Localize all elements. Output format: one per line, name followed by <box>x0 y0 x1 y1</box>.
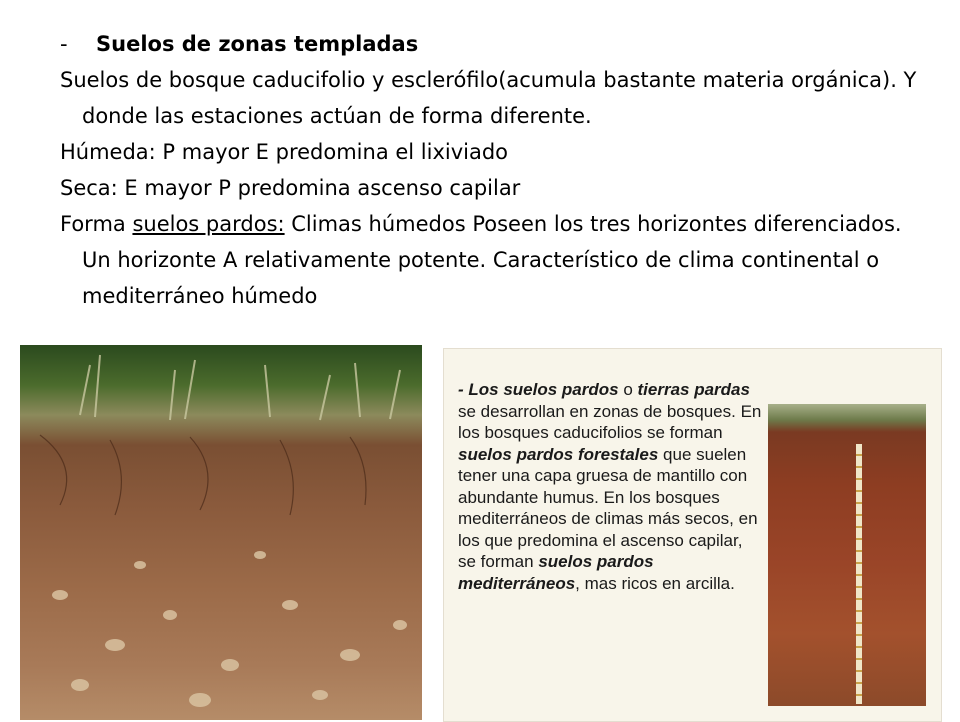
soil-outcrop-photo <box>20 345 422 720</box>
fig-t6: que suelen tener una capa gruesa de mantillo con abundante humus. En los bosques mediterráneos de climas más secos, en los que predomina el ascenso capilar, se forman <box>458 444 758 571</box>
soil-textbook-figure <box>443 348 942 722</box>
measuring-scale <box>856 444 862 704</box>
para4-lead: Forma <box>60 212 133 236</box>
bullet-dash: - <box>60 32 68 56</box>
paragraph-bosque: Suelos de bosque caducifolio y esclerófilo(acumula bastante materia orgánica). Y donde las estaciones actúan de forma diferente. <box>60 68 917 128</box>
figure-caption-text <box>458 379 763 594</box>
soil-outcrop-illustration <box>20 345 422 720</box>
fig-t2: o <box>618 380 638 399</box>
fig-t3: tierras pardas <box>637 380 750 399</box>
slide-text <box>60 26 930 314</box>
paragraph-seca: Seca: E mayor P predomina ascenso capilar <box>60 176 521 200</box>
suelos-pardos-underlined: suelos pardos: <box>132 212 285 236</box>
heading-line <box>60 26 930 62</box>
fig-t4: se desarrollan en zonas de bosques. En los bosques caducifolios se forman <box>458 401 762 442</box>
fig-t5: suelos pardos forestales <box>458 444 659 464</box>
soil-profile-photo <box>768 404 926 706</box>
fig-t1: - Los suelos pardos <box>458 380 619 399</box>
paragraph-suelos-pardos <box>60 206 930 314</box>
paragraph-humeda: Húmeda: P mayor E predomina el lixiviado <box>60 140 509 164</box>
slide-heading: Suelos de zonas templadas <box>96 32 419 56</box>
fig-t8: , mas ricos en arcilla. <box>575 573 735 593</box>
para4-rest: Climas húmedos Poseen los tres horizontes diferenciados. Un horizonte A relativamente potente. Característico de clima continental o mediterráneo húmedo <box>82 212 902 308</box>
fig-t7: suelos pardos mediterráneos <box>458 552 654 593</box>
